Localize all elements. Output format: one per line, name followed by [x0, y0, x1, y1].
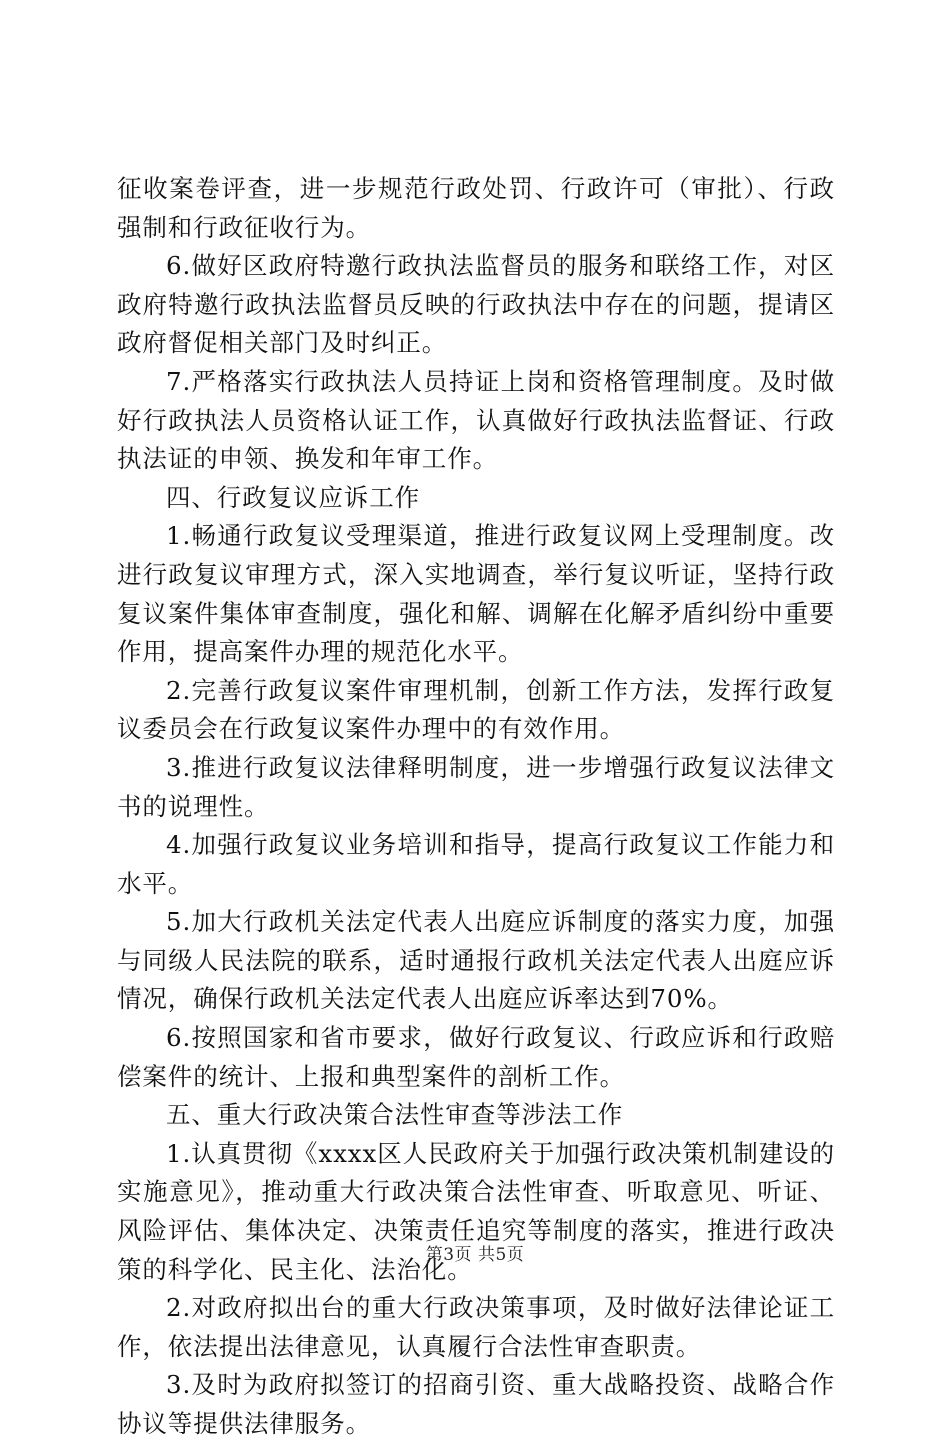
paragraph-section4-item-5: 5.加大行政机关法定代表人出庭应诉制度的落实力度，加强与同级人民法院的联系，适时通报行政机关法定代表人出庭应诉情况，确保行政机关法定代表人出庭应诉率达到70%。 [117, 907, 835, 1014]
paragraph-continued: 征收案卷评查，进一步规范行政处罚、行政许可（审批）、行政强制和行政征收行为。 [117, 174, 835, 242]
paragraph-section4-item-2: 2.完善行政复议案件审理机制，创新工作方法，发挥行政复议委员会在行政复议案件办理中的有效作用。 [117, 675, 835, 744]
paragraph-section5-item-1: 1.认真贯彻《xxxx区人民政府关于加强行政决策机制建设的实施意见》，推动重大行政决策合法性审查、听取意见、听证、风险评估、集体决定、决策责任追究等制度的落实，推进行政决策的科学化、民主化、法治化。 [117, 1138, 835, 1284]
paragraph-section4-item-6: 6.按照国家和省市要求，做好行政复议、行政应诉和行政赔偿案件的统计、上报和典型案件的剖析工作。 [117, 1023, 835, 1091]
paragraph-section4-item-3: 3.推进行政复议法律释明制度，进一步增强行政复议法律文书的说理性。 [117, 752, 835, 821]
page-footer: 第3页 共5页 [425, 1245, 525, 1265]
paragraph-section4-item-1: 1.畅通行政复议受理渠道，推进行政复议网上受理制度。改进行政复议审理方式，深入实地调查，举行复议听证，坚持行政复议案件集体审查制度，强化和解、调解在化解矛盾纠纷中重要作用，提高案件办理的规范化水平。 [117, 521, 835, 667]
section-heading-4: 四、行政复议应诉工作 [166, 482, 420, 512]
section-heading-5: 五、重大行政决策合法性审查等涉法工作 [166, 1100, 624, 1130]
paragraph-item-6: 6.做好区政府特邀行政执法监督员的服务和联络工作，对区政府特邀行政执法监督员反映的行政执法中存在的问题，提请区政府督促相关部门及时纠正。 [117, 251, 835, 358]
paragraph-section4-item-4: 4.加强行政复议业务培训和指导，提高行政复议工作能力和水平。 [117, 830, 835, 898]
paragraph-section5-item-3: 3.及时为政府拟签订的招商引资、重大战略投资、战略合作协议等提供法律服务。 [117, 1370, 835, 1438]
paragraph-section5-item-2: 2.对政府拟出台的重大行政决策事项，及时做好法律论证工作，依法提出法律意见，认真履行合法性审查职责。 [117, 1293, 835, 1361]
paragraph-item-7: 7.严格落实行政执法人员持证上岗和资格管理制度。及时做好行政执法人员资格认证工作，认真做好行政执法监督证、行政执法证的申领、换发和年审工作。 [117, 366, 835, 474]
